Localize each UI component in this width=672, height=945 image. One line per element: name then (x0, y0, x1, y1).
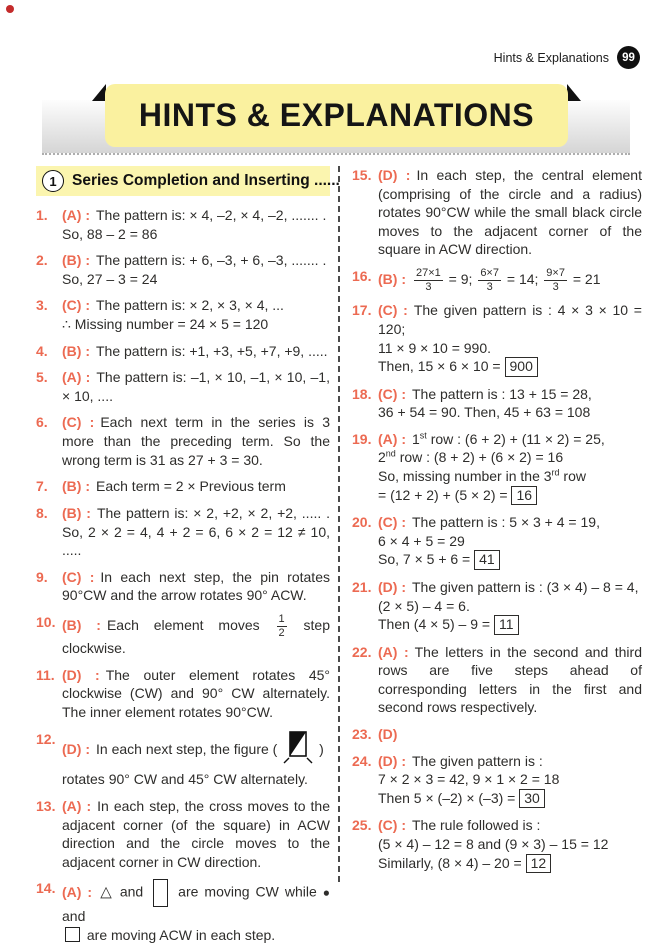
item-number: 4. (36, 342, 48, 359)
text-run: The pattern is: × 2, +2, × 2, +2, ..... . So, 2 × 2 = 4, 4 + 2 = 6, 6 × 2 = 12 ≠ 10, ..... (62, 504, 330, 559)
text-run: (2 × 5) – 4 = 6. (378, 597, 470, 614)
fraction-denominator: 3 (486, 280, 493, 293)
item-answer: (A) : (62, 797, 92, 814)
item-answer: (B) : (62, 504, 91, 521)
fraction-numerator: 6×7 (480, 267, 499, 280)
text-run: Then 5 × (–2) × (–3) = (378, 789, 520, 806)
item-answer: (A) : (62, 369, 91, 386)
triangle-icon: △ (98, 884, 114, 902)
item-number: 19. (352, 430, 372, 447)
text-run: The letters in the second and third rows are five steps ahead of corresponding letters in the first and second rows respectively. (378, 643, 642, 716)
explanation-item (36, 613, 330, 658)
explanation-item (352, 816, 642, 873)
item-number: 14. (36, 880, 56, 897)
text-run: The pattern is: + 6, –3, + 6, –3, ....... . (96, 252, 327, 269)
text-run: Then, 15 × 6 × 10 = (378, 358, 505, 375)
text-run: 7 × 2 × 3 = 42, 9 × 1 × 2 = 18 (378, 771, 560, 788)
item-answer: (B) : (62, 478, 90, 495)
ordinal-suffix: rd (551, 467, 560, 478)
item-answer: (B) : (62, 342, 90, 359)
banner-fold-left-icon (92, 84, 106, 101)
text-run: 2 (378, 449, 386, 466)
text-run: So, 7 × 5 + 6 = (378, 551, 475, 568)
item-number: 16. (352, 268, 372, 285)
item-answer: (C) : (378, 385, 406, 402)
item-answer: (C) : (62, 297, 90, 314)
item-number: 20. (352, 514, 372, 531)
fraction-denominator: 2 (278, 626, 285, 639)
text-run: (5 × 4) – 12 = 8 and (9 × 3) – 15 = 12 (378, 836, 609, 853)
explanation-item (352, 752, 642, 809)
item-answer: (D) : (62, 666, 100, 683)
text-run: In each step, the central element (comprising of the circle and a radius) rotates 90°CW while the small black circle moves to the adjacent corner of the square in ACW direction. (378, 167, 642, 258)
half-shaded-square-figure-icon (283, 730, 313, 771)
explanation-item (36, 368, 330, 405)
text-run: The pattern is: +1, +3, +5, +7, +9, ..... (96, 342, 328, 359)
item-answer: (A) : (378, 643, 409, 660)
item-number: 6. (36, 414, 48, 431)
item-answer: (B) : (62, 252, 90, 269)
text-run: In each step, the cross moves to the adjacent corner (of the square) in ACW direction and the circle moves to the adjacent corner in CW direction. (62, 797, 330, 870)
item-number: 24. (352, 752, 372, 769)
running-title: Hints & Explanations (493, 50, 609, 65)
explanation-item (36, 504, 330, 560)
item-body (378, 643, 642, 717)
item-body (62, 730, 330, 789)
item-body (62, 296, 330, 333)
chapter-banner (0, 84, 672, 158)
explanation-item (352, 513, 642, 570)
text-run: Similarly, (8 × 4) – 20 = (378, 854, 526, 871)
text-run: step clockwise. (62, 616, 330, 657)
boxed-answer: 41 (474, 550, 500, 570)
text-run: The rule followed is : (412, 817, 541, 834)
item-number: 18. (352, 385, 372, 402)
item-body (378, 816, 642, 873)
fraction-numerator: 1 (278, 612, 285, 625)
explanation-item (36, 206, 330, 243)
section-header (36, 166, 340, 196)
text-run: 1 (412, 430, 420, 447)
item-answer: (D) : (378, 578, 406, 595)
text-run: The pattern is : 13 + 15 = 28, (412, 385, 592, 402)
item-body (62, 342, 330, 361)
item-answer: (C) : (62, 568, 95, 585)
text-run: 11 × 9 × 10 = 990. (378, 339, 492, 356)
ordinal-suffix: nd (385, 448, 396, 459)
item-body (378, 267, 642, 293)
text-run: = 14; (502, 270, 543, 287)
item-number: 2. (36, 252, 48, 269)
item-number: 25. (352, 817, 372, 834)
explanation-item (36, 251, 330, 288)
tall-rectangle-icon (153, 879, 168, 907)
item-number: 15. (352, 167, 372, 183)
item-number: 1. (36, 207, 48, 223)
text-run: Each element moves (106, 616, 275, 633)
boxed-answer: 12 (526, 854, 552, 874)
item-answer: (C) : (378, 514, 406, 531)
section-number-circle: 1 (42, 170, 64, 192)
text-run: The given pattern is : 4 × 3 × 10 = 120; (378, 302, 642, 337)
boxed-answer: 30 (519, 789, 545, 809)
text-run: The pattern is: × 2, × 3, × 4, ... (96, 297, 284, 314)
item-body (62, 413, 330, 469)
text-run: are moving CW while (172, 884, 323, 901)
text-run: The outer element rotates 45° clockwise (CW) and 90° CW alternately. The inner element rotates 90°CW. (62, 666, 330, 721)
explanation-item (36, 666, 330, 722)
item-number: 21. (352, 578, 372, 595)
explanation-item (352, 430, 642, 505)
text-run: 6 × 4 + 5 = 29 (378, 532, 465, 549)
explanation-item (352, 385, 642, 422)
fraction-numerator: 9×7 (546, 267, 565, 280)
item-answer: (A) : (62, 884, 93, 901)
text-run: = 21 (568, 270, 601, 287)
item-answer: (D) (378, 726, 398, 743)
banner-title: HINTS & EXPLANATIONS (138, 97, 535, 133)
item-body (378, 578, 642, 635)
item-number: 12. (36, 730, 56, 747)
item-body (378, 301, 642, 376)
explanation-item (36, 797, 330, 871)
item-number: 9. (36, 568, 48, 585)
item-number: 17. (352, 302, 372, 319)
square-icon (65, 927, 80, 942)
item-body (62, 879, 330, 944)
text-run: Each term = 2 × Previous term (96, 478, 286, 495)
text-run: The pattern is : 5 × 3 + 4 = 19, (412, 514, 600, 531)
item-body (62, 504, 330, 560)
content-area (36, 166, 642, 943)
text-run: rotates 90° CW and 45° CW alternately. (62, 771, 308, 788)
fraction-denominator: 3 (425, 280, 432, 293)
explanation-item (36, 342, 330, 361)
explanation-item (36, 296, 330, 333)
item-body (378, 430, 642, 505)
item-body (62, 666, 330, 722)
text-run: The given pattern is : (412, 752, 543, 769)
item-answer: (C) : (378, 817, 406, 834)
explanation-item (352, 578, 642, 635)
text-run: In each next step, the figure ( (96, 740, 282, 757)
item-number: 23. (352, 726, 372, 743)
right-column (340, 166, 642, 882)
item-answer: (A) : (378, 430, 406, 447)
explanation-item (352, 643, 642, 717)
item-body (62, 477, 330, 496)
fraction (414, 267, 443, 293)
ordinal-suffix: st (419, 430, 427, 441)
text-run: The pattern is: –1, × 10, –1, × 10, –1, × 10, .... (62, 369, 330, 404)
left-items (36, 206, 330, 945)
item-body (62, 797, 330, 871)
text-run: row (559, 468, 586, 485)
text-run: Each next term in the series is 3 more than the preceding term. So the wrong term is 31 as 27 + 3 = 30. (62, 414, 330, 468)
text-run: = (12 + 2) + (5 × 2) = (378, 486, 512, 503)
item-number: 3. (36, 297, 48, 314)
fraction (277, 613, 287, 639)
text-run: So, 88 – 2 = 86 (62, 225, 158, 242)
explanation-item (36, 477, 330, 496)
page-number-badge: 99 (617, 46, 640, 69)
fraction (544, 267, 567, 293)
running-header (494, 46, 640, 69)
item-number: 13. (36, 797, 56, 814)
item-body (62, 568, 330, 605)
item-body (378, 513, 642, 570)
item-answer: (B) : (378, 270, 406, 287)
text-run: and (113, 884, 150, 901)
corner-mark-icon (6, 5, 14, 13)
boxed-answer: 900 (505, 357, 538, 377)
item-body (62, 368, 330, 405)
fraction (478, 267, 501, 293)
item-number: 7. (36, 478, 48, 495)
text-run: are moving ACW in each step. (83, 926, 276, 943)
section-title: Series Completion and Inserting ...... (72, 172, 340, 189)
item-body (62, 613, 330, 658)
filled-circle-icon: ● (322, 886, 330, 901)
item-number: 11. (36, 666, 55, 683)
item-number: 8. (36, 504, 48, 521)
explanation-item (36, 879, 330, 944)
explanation-item (352, 166, 642, 259)
text-run: So, missing number in the 3 (378, 468, 552, 485)
explanation-item (36, 568, 330, 605)
item-answer: (A) : (62, 207, 90, 223)
explanation-item (352, 267, 642, 293)
item-answer: (C) : (378, 302, 408, 319)
text-run: row : (6 + 2) + (11 × 2) = 25, (426, 430, 605, 447)
explanation-item (352, 301, 642, 376)
item-number: 22. (352, 643, 372, 660)
explanation-item (36, 730, 330, 789)
item-answer: (D) : (378, 752, 406, 769)
item-number: 10. (36, 613, 56, 630)
explanation-item (352, 725, 642, 744)
item-body (62, 206, 330, 243)
item-body (378, 166, 642, 259)
boxed-answer: 11 (494, 615, 519, 635)
boxed-answer: 16 (511, 486, 537, 506)
item-body (378, 385, 642, 422)
text-run: 36 + 54 = 90. Then, 45 + 63 = 108 (378, 404, 591, 421)
text-run: Then (4 × 5) – 9 = (378, 616, 494, 633)
item-number: 5. (36, 369, 48, 386)
item-answer: (D) : (62, 740, 90, 757)
item-answer: (B) : (62, 616, 101, 633)
text-run: row : (8 + 2) + (6 × 2) = 16 (395, 449, 564, 466)
text-run: ∴ Missing number = 24 × 5 = 120 (62, 316, 269, 333)
text-run: = 9; (444, 270, 477, 287)
text-run: In each next step, the pin rotates 90°CW and the arrow rotates 90° ACW. (62, 568, 330, 604)
banner-title-plate (105, 84, 568, 147)
fraction-numerator: 27×1 (416, 267, 441, 280)
left-column (36, 166, 340, 943)
text-run: and (62, 908, 86, 925)
text-run: The given pattern is : (3 × 4) – 8 = 4, (412, 578, 639, 595)
text-run: ) (315, 740, 324, 757)
fraction-denominator: 3 (552, 280, 559, 293)
text-run: The pattern is: × 4, –2, × 4, –2, ....... . (96, 207, 327, 223)
item-body (62, 251, 330, 288)
item-answer: (C) : (62, 414, 95, 431)
item-body (378, 725, 642, 744)
text-run: So, 27 – 3 = 24 (62, 270, 158, 287)
item-body (378, 752, 642, 809)
item-answer: (D) : (378, 167, 411, 183)
explanation-item (36, 413, 330, 469)
banner-fold-right-icon (567, 84, 581, 101)
